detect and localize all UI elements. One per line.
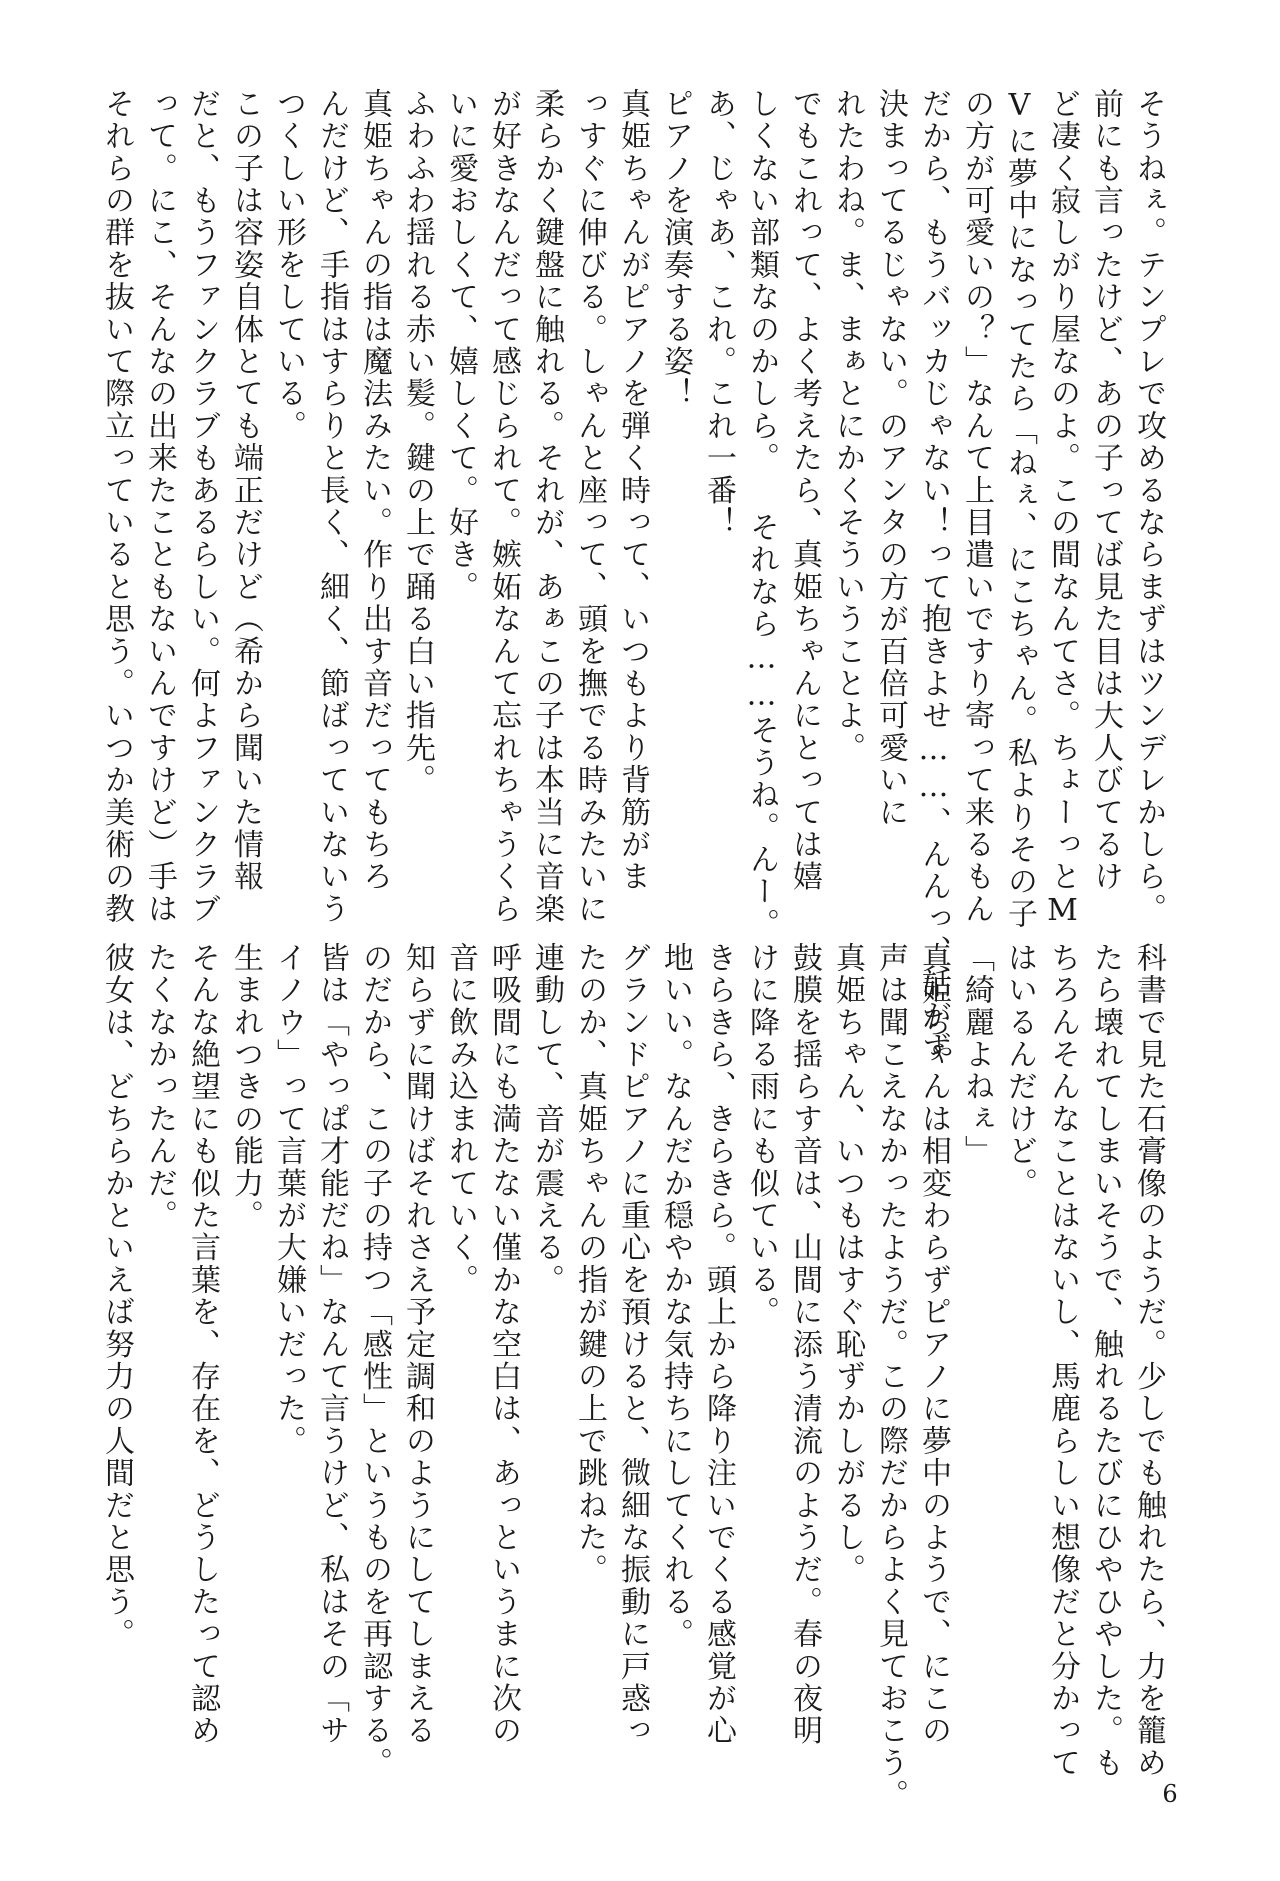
text-line: それらの群を抜いて際立っていると思う。いつか美術の教	[99, 88, 134, 926]
text-line: 真姫ちゃん、いつもはすぐ恥ずかしがるし。	[830, 942, 865, 1586]
text-line: ど凄く寂しがり屋なのよ。この間なんてさ。ちょーっとM	[1045, 88, 1080, 931]
text-line: 真姫ちゃんの指は魔法みたい。作り出す音だってもちろ	[357, 88, 392, 893]
text-line: 音に飲み込まれていく。	[443, 942, 478, 1297]
lower-text-block	[99, 942, 1170, 1812]
text-line: たら壊れてしまいそうで、触れるたびにひやひやした。も	[1088, 942, 1123, 1780]
text-line: いに愛おしくて、嬉しくて。好き。	[443, 88, 478, 604]
text-line: 前にも言ったけど、あの子ってば見た目は大人びてるけ	[1088, 88, 1123, 893]
text-line: イノウ」って言葉が大嫌いだった。	[271, 942, 306, 1458]
text-line: 柔らかく鍵盤に触れる。それが、あぁこの子は本当に音楽	[529, 88, 564, 926]
text-line: あ、じゃあ、これ。これ一番！	[701, 88, 736, 539]
text-line: 地いい。なんだか穏やかな気持ちにしてくれる。	[658, 942, 693, 1651]
text-line: の方が可愛いの？」なんて上目遣いですり寄って来るもん	[959, 88, 994, 926]
text-line: そんな絶望にも似た言葉を、存在を、どうしたって認め	[185, 942, 220, 1747]
text-line: ふわふわ揺れる赤い髪。鍵の上で踊る白い指先。	[400, 88, 435, 797]
text-line: っすぐに伸びる。しゃんと座って、頭を撫でる時みたいに	[572, 88, 607, 926]
text-line: たくなかったんだ。	[142, 942, 177, 1232]
text-line: きらきら、きらきら。頭上から降り注いでくる感覚が心	[701, 942, 736, 1747]
text-line: 連動して、音が震える。	[529, 942, 564, 1297]
text-line: んだけど、手指はすらりと長く、細く、節ばっていないう	[314, 88, 349, 926]
text-line: でもこれって、よく考えたら、真姫ちゃんにとっては嬉	[787, 88, 822, 893]
text-line: つくしい形をしている。	[271, 88, 306, 443]
text-line: 声は聞こえなかったようだ。この際だからよく見ておこう。	[873, 942, 908, 1812]
text-line: れたわね。ま、まぁとにかくそういうことよ。	[830, 88, 865, 765]
text-line: 彼女は、どちらかといえば努力の人間だと思う。	[99, 942, 134, 1651]
text-line: 真姫ちゃんは相変わらずピアノに夢中のようで、にこの	[916, 942, 951, 1747]
text-line: だから、もうバッカじゃない！って抱きよせ……、んんっ、話がず	[916, 88, 951, 1064]
text-line: けに降る雨にも似ている。	[744, 942, 779, 1329]
text-line: って。にこ、そんなの出来たこともないんですけど）手は	[142, 88, 177, 926]
text-line: はいるんだけど。	[1002, 942, 1037, 1200]
text-line: 呼吸間にも満たない僅かな空白は、あっというまに次の	[486, 942, 521, 1747]
text-line: ちろんそんなことはないし、馬鹿らしい想像だと分かって	[1045, 942, 1080, 1780]
text-line: グランドピアノに重心を預けると、微細な振動に戸惑っ	[615, 942, 650, 1747]
text-line: のだから、この子の持つ「感性」というものを再認する。	[357, 942, 392, 1780]
text-line: たのか、真姫ちゃんの指が鍵の上で跳ねた。	[572, 942, 607, 1586]
text-line: しくない部類なのかしら。 それなら……そうね。んー。	[744, 88, 779, 941]
text-line: だと、もうファンクラブもあるらしい。何よファンクラブ	[185, 88, 220, 926]
text-line: ピアノを演奏する姿！	[658, 88, 693, 410]
text-line: 決まってるじゃない。のアンタの方が百倍可愛いに	[873, 88, 908, 829]
text-line: この子は容姿自体とても端正だけど（希から聞いた情報	[228, 88, 263, 893]
text-line: 「綺麗よねぇ」	[959, 942, 994, 1168]
text-line: 皆は「やっぱ才能だね」なんて言うけど、私はその「サ	[314, 942, 349, 1747]
text-line: が好きなんだって感じられて。嫉妬なんて忘れちゃうくら	[486, 88, 521, 926]
page-number: 6	[1162, 1780, 1178, 1808]
text-line: 知らずに聞けばそれさえ予定調和のようにしてしまえる	[400, 942, 435, 1747]
text-line: 科書で見た石膏像のようだ。少しでも触れたら、力を籠め	[1131, 942, 1166, 1780]
text-line: 真姫ちゃんがピアノを弾く時って、いつもより背筋がま	[615, 88, 650, 893]
text-line: 生まれつきの能力。	[228, 942, 263, 1232]
text-line: 鼓膜を揺らす音は、山間に添う清流のようだ。春の夜明	[787, 942, 822, 1747]
text-line: そうねぇ。テンプレで攻めるならまずはツンデレかしら。	[1131, 88, 1166, 926]
text-line: Vに夢中になってたら「ねぇ、にこちゃん。私よりその子	[1002, 88, 1037, 931]
